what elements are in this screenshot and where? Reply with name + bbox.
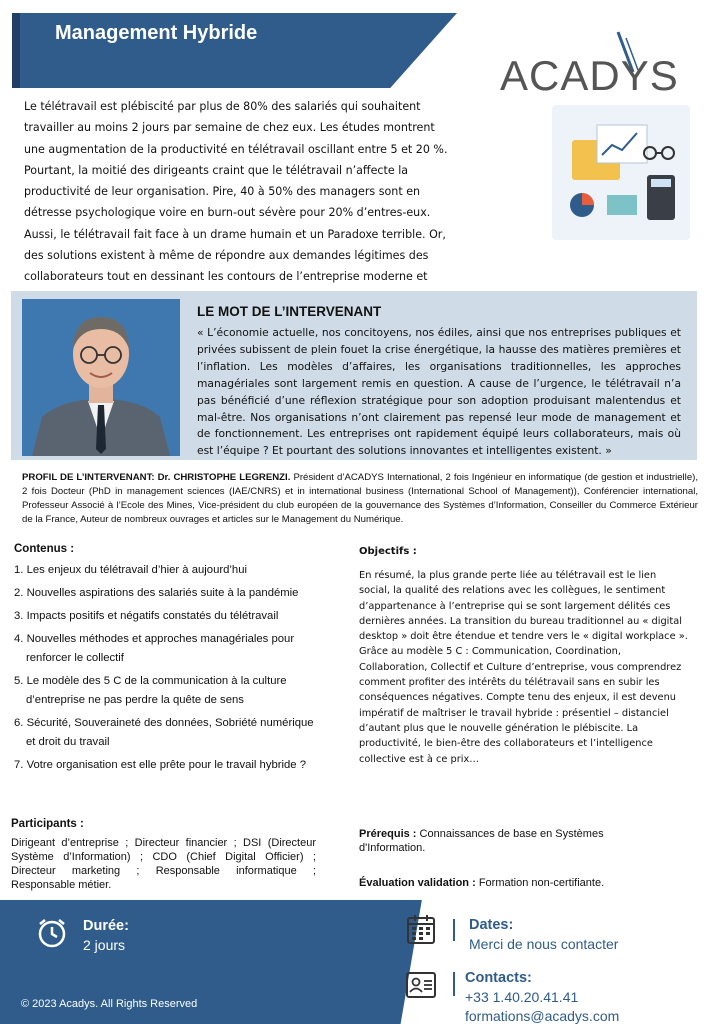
copyright: © 2023 Acadys. All Rights Reserved: [21, 998, 198, 1010]
duree-label: Durée:: [83, 918, 129, 934]
email-link[interactable]: formations@acadys.com: [465, 1008, 620, 1024]
intro-paragraph: Le télétravail est plébiscité par plus de 80% des salariés qui souhaitent travailler au moins 2 jours par semaine de chez eux. Les études montrent une augmentation de la productivité en télétravail oscillant entre 5 et 20 %. Pourtant, la moitié des dirigeants craint que le télétravail n’affecte la productivité de leur organisation. Pire, 40 à 50% des managers sont en détresse psychologique voire en burn-out sévère pour 20% d’entres-eux. Aussi, le télétravail fait face à un drame humain et un Paradoxe terrible. Or, des solutions existent à même de répondre aux demandes légitimes des collaborateurs tout en dessinant les contours de l’entreprise moderne et: [24, 100, 448, 284]
participants-title: Participants :: [11, 818, 84, 830]
speaker-quote: « L’économie actuelle, nos concitoyens, nos édiles, ainsi que nos entreprises publiques et privées subissent de plein fouet la crise énergétique, la hausse des matières premières et l’inflation. Les modèles d’affaires, les organisations traditionnelles, les approches managériales sont largement remis en question. A cause de l’urgence, le télétravail n’a pas bénéficié d’une réflexion stratégique pour son adoption produisant malentendus et mal-être. Nos organisations n’ont clairement pas repensé leur mode de management et de fonctionnement. Les entreprises ont rapidement équipé leurs collaborateurs, mais où est l’équipe ? Et pourtant des solutions innovantes et intelligentes existent. »: [197, 326, 681, 458]
dates-label: Dates:: [469, 917, 514, 933]
prerequis-label: Prérequis :: [359, 828, 417, 840]
logo-text: ACADYS: [500, 52, 679, 99]
evaluation-text: Formation non-certifiante.: [478, 877, 605, 889]
prerequis-text: Connaissances de base en Systèmes d'Information.: [359, 828, 604, 854]
list-item: 5. Le modèle des 5 C de la communication à la culture d’entreprise ne pas perdre la quête de sens: [14, 675, 287, 706]
calendar-icon: [406, 913, 436, 945]
office-illustration-icon: [552, 105, 690, 240]
list-item: 6. Sécurité, Souveraineté des données, Sobriété numérique et droit du travail: [14, 717, 314, 748]
contenus-title: Contenus :: [14, 543, 75, 555]
clock-icon: [36, 917, 68, 949]
list-item: 1. Les enjeux du télétravail d’hier à aujourd’hui: [14, 564, 247, 576]
separator: [453, 919, 455, 941]
acadys-logo: [498, 30, 683, 100]
list-item: 3. Impacts positifs et négatifs constatés du télétravail: [14, 610, 279, 622]
dates-value: Merci de nous contacter: [469, 936, 619, 952]
list-item: 4. Nouvelles méthodes et approches managériales pour renforcer le collectif: [14, 633, 295, 664]
separator: [453, 972, 455, 996]
list-item: 2. Nouvelles aspirations des salariés suite à la pandémie: [14, 587, 299, 599]
contenus-list: [14, 561, 334, 779]
speaker-heading: LE MOT DE L’INTERVENANT: [197, 304, 382, 319]
evaluation: [359, 877, 669, 889]
prerequis: [359, 827, 669, 855]
list-item: 7. Votre organisation est elle prête pour le travail hybride ?: [14, 759, 307, 771]
duree-value: 2 jours: [83, 937, 126, 953]
profile-label: PROFIL DE L’INTERVENANT: Dr. CHRISTOPHE LEGRENZI.: [22, 472, 291, 483]
participants-text: Dirigeant d’entreprise ; Directeur financier ; DSI (Directeur Système d’Information) ; CDO (Chief Digital Officier) ; Directeur marketing ; Responsable informatique ; Responsable métier.: [11, 837, 316, 891]
phone-number[interactable]: +33 1.40.20.41.41: [465, 989, 579, 1005]
objectifs-title: Objectifs :: [359, 546, 417, 557]
profile-text: Président d’ACADYS International, 2 fois Ingénieur en informatique (de gestion et industrielle), 2 fois Docteur (PhD in management sciences (IAE/CNRS) et in international business (International School of Management)), Conférencier international, Professeur Associé à l’Ecole des Mines, Vice-président du club européen de la gouvernance des Systèmes d’Information, Conseiller du Commerce Extérieur de la France, Auteur de nombreux ouvrages et articles sur le Management du Numérique.: [22, 472, 699, 525]
objectifs-text: En résumé, la plus grande perte liée au télétravail est le lien social, la qualité des relations avec les collègues, le sentiment d’appartenance à l’entreprise qui se sont largement délités ces dernières années. La transition du bureau traditionnel au « digital desktop » doit être étendue et tendre vers le « digital workplace ». Grâce au modèle 5 C : Communication, Coordination, Collaboration, Collectif et Culture d’entreprise, vous comprendrez comment profiter des intérêts du télétravail sans en subir les conséquences négatives. Compte tenu des enjeux, il est devenu impératif de maîtriser le travail hybride : présentiel – distanciel d’autant plus que le nouvelle génération le plébiscite. La productivité, le bien-être des collaborateurs et l’intelligence collective est à ce prix…: [359, 570, 688, 765]
speaker-photo: [22, 299, 180, 456]
contacts-label: Contacts:: [465, 970, 532, 986]
contact-card-icon: [406, 972, 436, 998]
speaker-profile: [22, 471, 698, 527]
evaluation-label: Évaluation validation :: [359, 877, 476, 889]
page-title: Management Hybride: [55, 22, 258, 44]
